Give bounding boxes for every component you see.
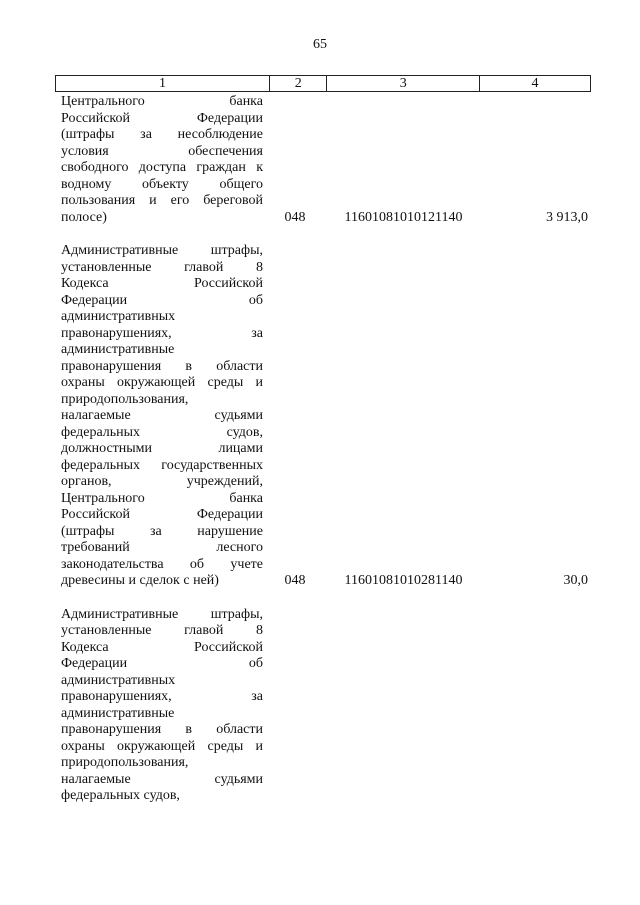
column-header-1: 1	[56, 76, 270, 92]
budget-classification-code: 11601081010121140	[344, 209, 463, 225]
description-line: должностными лицами	[61, 441, 263, 456]
description-line: правонарушениях, за	[61, 689, 263, 704]
column-header-4: 4	[480, 76, 591, 92]
description-line: Кодекса Российской	[61, 276, 263, 291]
description-line: административных	[61, 309, 176, 324]
description-line: Российской Федерации	[61, 110, 263, 126]
budget-classification-code: 11601081010281140	[344, 573, 463, 588]
description-line: полосе)	[61, 209, 107, 225]
description-line: Федерации об	[61, 656, 263, 671]
administrator-code: 048	[284, 209, 306, 225]
description-line: административных	[61, 672, 176, 688]
description-line: Федерации об	[61, 292, 263, 308]
description-line: федеральных государственных	[61, 457, 263, 473]
description-line: Кодекса Российской	[61, 639, 263, 655]
description-line: правонарушениях, за	[61, 325, 263, 341]
description-line: пользования и его береговой	[61, 193, 263, 208]
description-line: Центрального банка	[61, 94, 263, 109]
description-line: Административные штрафы,	[61, 243, 263, 258]
amount-value: 30,0	[563, 573, 588, 588]
description-line: налагаемые судьями	[61, 408, 263, 423]
revenue-description	[61, 607, 263, 805]
description-line: охраны окружающей среды и	[61, 738, 263, 754]
table-row	[55, 607, 591, 805]
description-line: органов, учреждений,	[61, 474, 263, 489]
table-row	[55, 243, 591, 590]
description-line: Российской Федерации	[61, 507, 263, 522]
description-line: древесины и сделок с ней)	[61, 573, 219, 588]
description-line: (штрафы за несоблюдение	[61, 127, 263, 142]
description-line: Центрального банка	[61, 490, 263, 506]
description-line: федеральных судов,	[61, 788, 180, 803]
administrator-code: 048	[284, 573, 306, 588]
description-line: правонарушения в области	[61, 722, 263, 737]
description-line: охраны окружающей среды и	[61, 375, 263, 390]
revenue-description	[61, 243, 263, 590]
description-line: свободного доступа граждан к	[61, 160, 263, 175]
description-line: Административные штрафы,	[61, 606, 263, 622]
amount-value: 3 913,0	[546, 209, 588, 225]
table-row	[55, 94, 591, 226]
revenue-description	[61, 94, 263, 226]
description-line: условия обеспечения	[61, 143, 263, 159]
column-header-3: 3	[327, 76, 480, 92]
description-line: административные	[61, 705, 175, 721]
description-line: требований лесного	[61, 540, 263, 555]
column-header-row	[56, 76, 591, 92]
page-number: 65	[313, 37, 327, 52]
description-line: (штрафы за нарушение	[61, 523, 263, 539]
description-line: федеральных судов,	[61, 424, 263, 440]
description-line: налагаемые судьями	[61, 771, 263, 787]
column-header-2: 2	[269, 76, 327, 92]
description-line: административные	[61, 342, 175, 357]
description-line: природопользования,	[61, 755, 189, 770]
column-header-table	[55, 75, 591, 92]
description-line: правонарушения в области	[61, 358, 263, 374]
table-body	[55, 94, 591, 822]
description-line: природопользования,	[61, 391, 189, 407]
description-line: водному объекту общего	[61, 176, 263, 192]
description-line: установленные главой 8	[61, 623, 263, 638]
description-line: законодательства об учете	[61, 556, 263, 572]
description-line: установленные главой 8	[61, 259, 263, 275]
